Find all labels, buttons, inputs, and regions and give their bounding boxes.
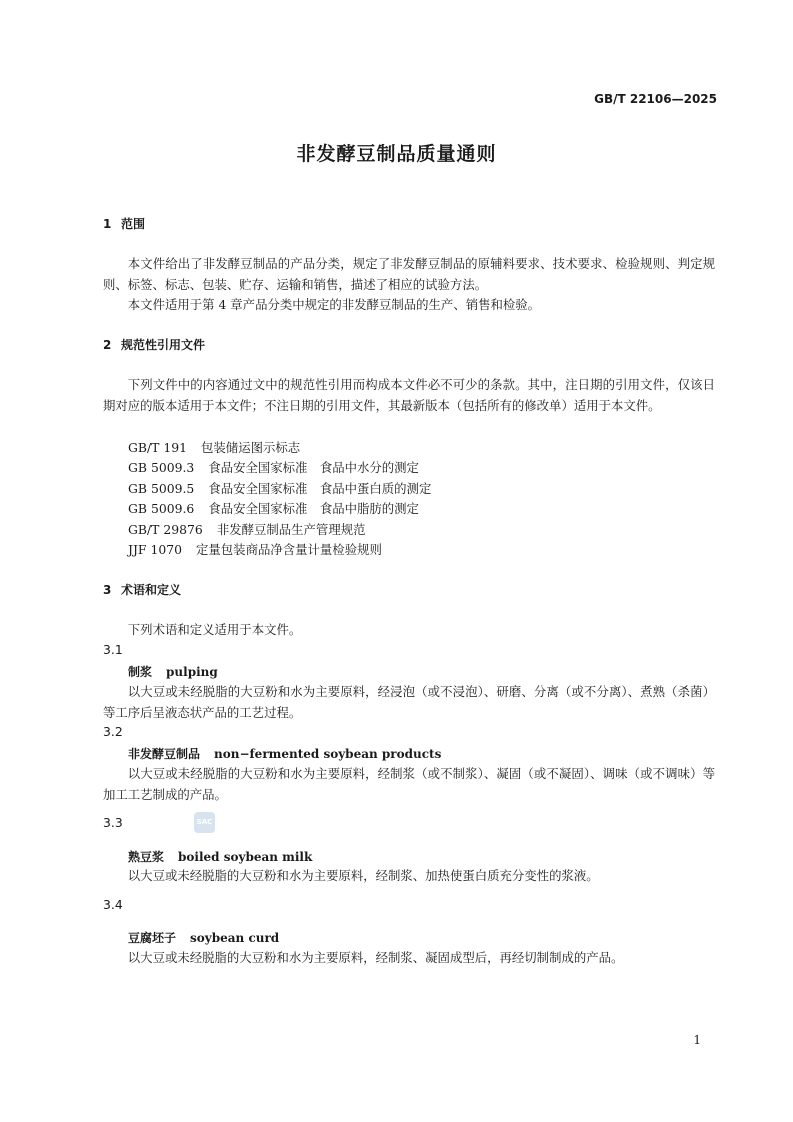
reference-code: GB 5009.6 <box>128 501 195 516</box>
reference-code: GB 5009.5 <box>128 481 195 496</box>
section-2-heading <box>103 336 205 353</box>
term-en: pulping <box>166 665 218 679</box>
section-1-heading <box>103 215 145 232</box>
term-number: 3.1 <box>103 642 123 657</box>
term-zh: 制浆 <box>128 665 153 679</box>
standard-code: GB/T 22106—2025 <box>594 92 717 106</box>
reference-title: 定量包装商品净含量计量检验规则 <box>196 542 382 557</box>
page-number: 1 <box>693 1033 701 1047</box>
term-number: 3.2 <box>103 724 123 739</box>
section-title: 范围 <box>121 217 146 231</box>
sac-logo-watermark: SAC <box>194 812 215 833</box>
reference-title: 食品安全国家标准 食品中水分的测定 <box>208 460 419 475</box>
section-title: 术语和定义 <box>121 583 182 597</box>
term-number: 3.3 <box>103 815 123 830</box>
section-3-intro: 下列术语和定义适用于本文件。 <box>127 622 302 637</box>
term-name <box>128 848 312 865</box>
section-number: 3 <box>103 583 112 597</box>
reference-item <box>128 479 431 497</box>
term-definition: 以大豆或未经脱脂的大豆粉和水为主要原料，经制浆、加热使蛋白质充分变性的浆液。 <box>127 868 599 883</box>
term-en: boiled soybean milk <box>178 850 313 864</box>
term-en: non−fermented soybean products <box>214 747 442 761</box>
document-title: 非发酵豆制品质量通则 <box>296 143 497 165</box>
term-zh: 豆腐坯子 <box>128 931 177 945</box>
reference-code: GB 5009.3 <box>128 460 195 475</box>
term-name <box>128 929 279 946</box>
reference-item <box>128 458 419 476</box>
reference-item <box>128 438 300 456</box>
reference-item <box>128 499 419 517</box>
term-definition: 以大豆或未经脱脂的大豆粉和水为主要原料，经制浆（或不制浆）、凝固（或不凝固）、调味（或不调味）等加工工艺制成的产品。 <box>103 766 715 802</box>
section-3-heading <box>103 581 181 598</box>
section-1-paragraph-2: 本文件适用于第 4 章产品分类中规定的非发酵豆制品的生产、销售和检验。 <box>127 297 541 312</box>
term-en: soybean curd <box>190 931 280 945</box>
reference-title: 非发酵豆制品生产管理规范 <box>216 522 366 537</box>
term-name <box>128 745 441 762</box>
reference-code: JJF 1070 <box>128 542 183 557</box>
reference-item <box>128 520 366 538</box>
section-title: 规范性引用文件 <box>121 338 206 352</box>
reference-code: GB/T 29876 <box>128 522 203 537</box>
reference-title: 食品安全国家标准 食品中蛋白质的测定 <box>208 481 432 496</box>
section-1-paragraph-1: 本文件给出了非发酵豆制品的产品分类，规定了非发酵豆制品的原辅料要求、技术要求、检验规则、判定规则、标签、标志、包装、贮存、运输和销售，描述了相应的试验方法。 <box>103 256 715 292</box>
term-zh: 熟豆浆 <box>128 850 165 864</box>
section-number: 2 <box>103 338 112 352</box>
term-number: 3.4 <box>103 897 123 912</box>
reference-code: GB/T 191 <box>128 440 188 455</box>
reference-title: 包装储运图示标志 <box>201 440 301 455</box>
term-definition: 以大豆或未经脱脂的大豆粉和水为主要原料，经制浆、凝固成型后，再经切制制成的产品。 <box>127 950 624 965</box>
section-number: 1 <box>103 217 112 231</box>
reference-title: 食品安全国家标准 食品中脂肪的测定 <box>208 501 419 516</box>
reference-item <box>128 540 382 558</box>
section-2-intro: 下列文件中的内容通过文中的规范性引用而构成本文件必不可少的条款。其中，注日期的引用文件，仅该日期对应的版本适用于本文件；不注日期的引用文件，其最新版本（包括所有的修改单）适用于本文件。 <box>103 377 715 413</box>
term-definition: 以大豆或未经脱脂的大豆粉和水为主要原料，经浸泡（或不浸泡）、研磨、分离（或不分离）、煮熟（杀菌）等工序后呈液态状产品的工艺过程。 <box>103 684 715 720</box>
term-zh: 非发酵豆制品 <box>128 747 201 761</box>
term-name <box>128 663 218 680</box>
